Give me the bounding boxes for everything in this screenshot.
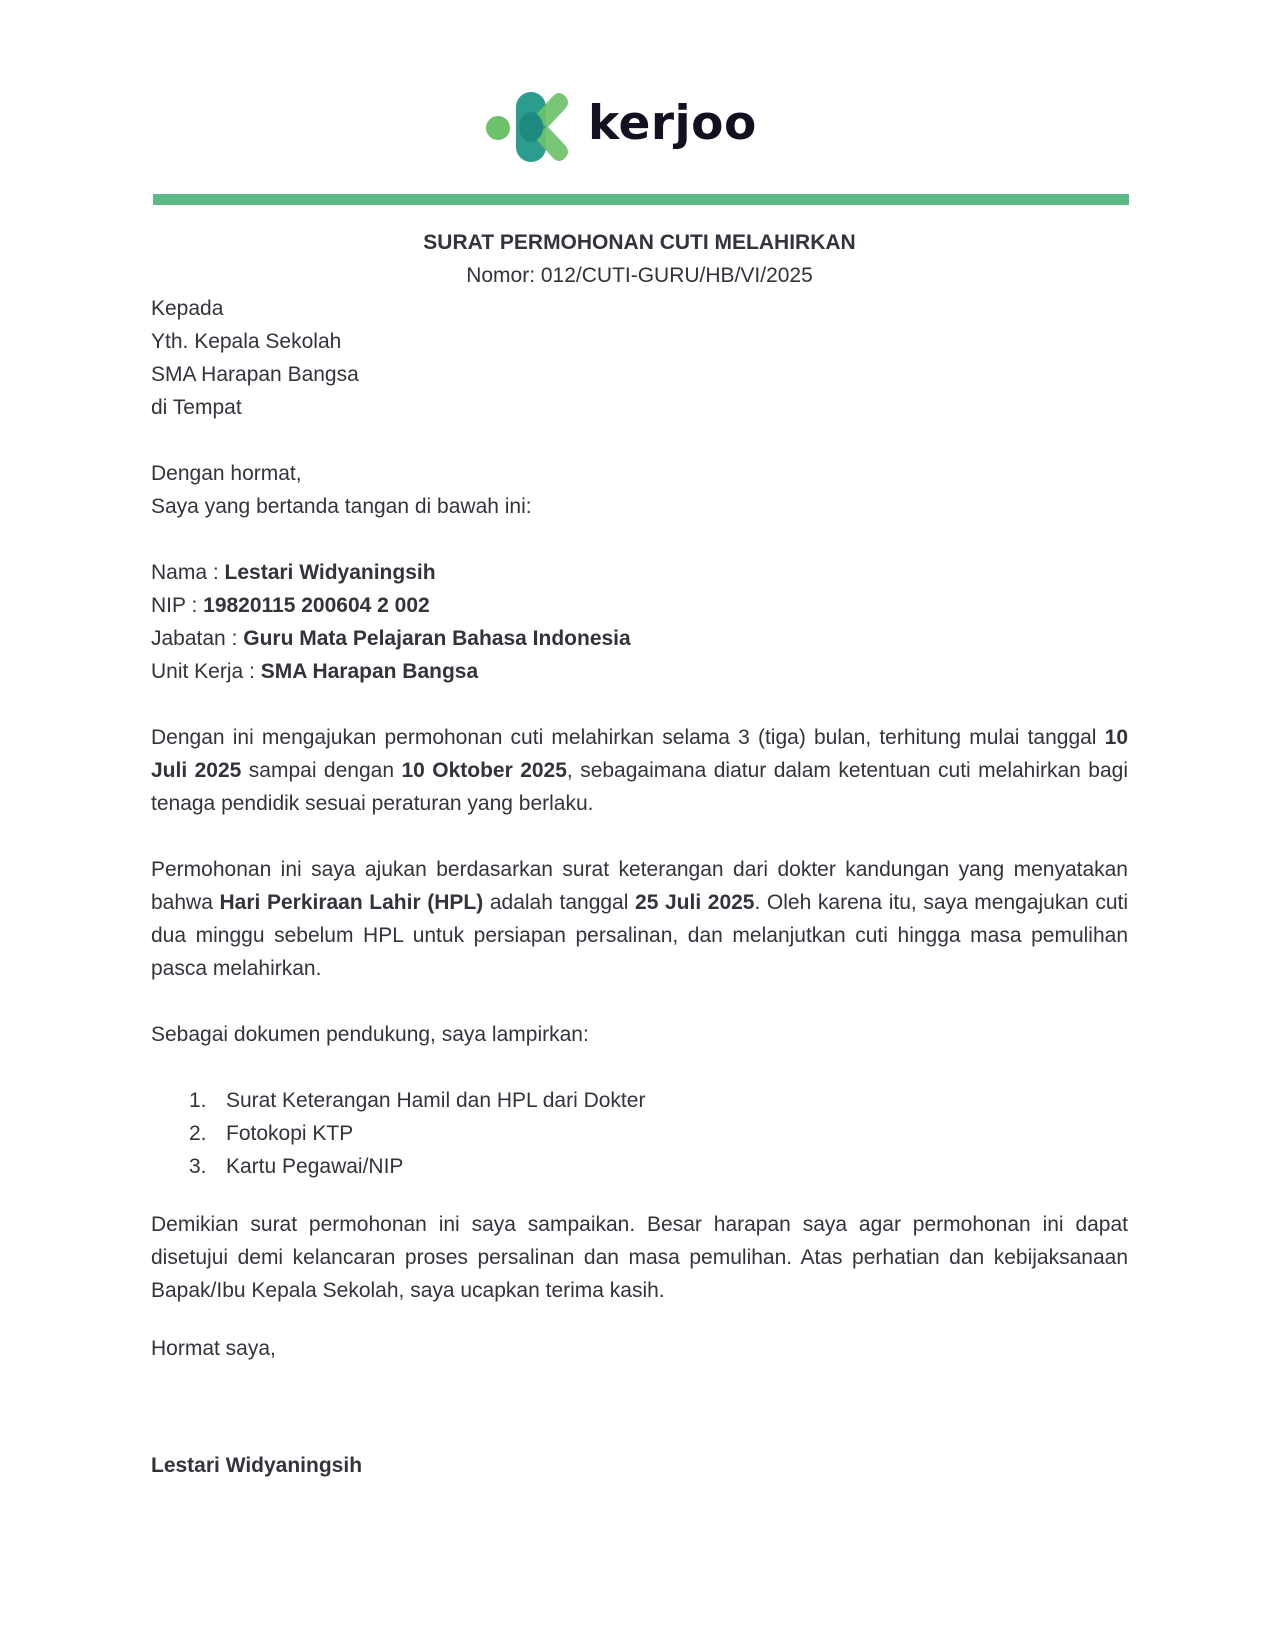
identity-unit-value: SMA Harapan Bangsa bbox=[260, 660, 479, 683]
greeting: Dengan hormat, bbox=[151, 462, 302, 485]
identity-name bbox=[151, 556, 1128, 589]
paragraph-text: Permohonan ini saya ajukan berdasarkan surat keterangan dari dokter kandungan yang menyatakan bahwa bbox=[151, 858, 1128, 914]
kerjoo-logo-wordmark: kerjoo bbox=[588, 96, 757, 151]
list-item bbox=[151, 1150, 1128, 1183]
identity-position-label: Jabatan : bbox=[151, 627, 244, 650]
identity-position bbox=[151, 622, 1128, 655]
paragraph-text: Dengan ini mengajukan permohonan cuti melahirkan selama 3 (tiga) bulan, terhitung mulai tanggal bbox=[151, 726, 1105, 749]
identity-nip-value: 19820115 200604 2 002 bbox=[203, 594, 430, 617]
signature-space bbox=[151, 1365, 1128, 1449]
leave-end-date: 10 Oktober 2025 bbox=[401, 759, 567, 782]
identity-unit bbox=[151, 655, 1128, 688]
identity-unit-label: Unit Kerja : bbox=[151, 660, 261, 683]
sign-off: Hormat saya, bbox=[151, 1337, 276, 1360]
hpl-paragraph bbox=[151, 853, 1128, 985]
list-item bbox=[151, 1117, 1128, 1150]
attachments-intro: Sebagai dokumen pendukung, saya lampirkan: bbox=[151, 1023, 589, 1046]
recipient-block bbox=[151, 292, 1128, 424]
letter-number: Nomor: 012/CUTI-GURU/HB/VI/2025 bbox=[466, 264, 813, 287]
kerjoo-logo-icon bbox=[485, 92, 575, 162]
list-item bbox=[151, 1084, 1128, 1117]
recipient-line: Kepada bbox=[151, 297, 224, 320]
attachments-list bbox=[151, 1084, 1128, 1183]
recipient-line: Yth. Kepala Sekolah bbox=[151, 330, 342, 353]
closing-paragraph: Demikian surat permohonan ini saya sampaikan. Besar harapan saya agar permohonan ini dapat disetujui demi kelancaran proses persalinan dan masa pemulihan. Atas perhatian dan kebijaksanaan Bapak/Ibu Kepala Sekolah, saya ucapkan terima kasih. bbox=[151, 1213, 1128, 1302]
list-item-number: 1. bbox=[189, 1089, 207, 1112]
list-item-number: 3. bbox=[189, 1155, 207, 1178]
letter-body bbox=[151, 226, 1128, 1482]
signatory-name bbox=[151, 1449, 1128, 1482]
list-item-text: Surat Keterangan Hamil dan HPL dari Dokter bbox=[226, 1089, 646, 1112]
letter-title: SURAT PERMOHONAN CUTI MELAHIRKAN bbox=[423, 231, 856, 254]
identity-position-value: Guru Mata Pelajaran Bahasa Indonesia bbox=[243, 627, 631, 650]
list-item-text: Fotokopi KTP bbox=[226, 1122, 354, 1145]
identity-nip-label: NIP : bbox=[151, 594, 204, 617]
identity-name-label: Nama : bbox=[151, 561, 225, 584]
list-item-text: Kartu Pegawai/NIP bbox=[226, 1155, 404, 1178]
identity-nip bbox=[151, 589, 1128, 622]
paragraph-text: . Oleh karena itu, saya mengajukan cuti dua minggu sebelum HPL untuk persiapan persalinan, dan melanjutkan cuti hingga masa pemulihan pasca melahirkan. bbox=[151, 891, 1128, 980]
recipient-line: di Tempat bbox=[151, 396, 242, 419]
recipient-line: SMA Harapan Bangsa bbox=[151, 363, 359, 386]
leave-start-date: 10 Juli 2025 bbox=[151, 726, 1128, 782]
identity-block bbox=[151, 556, 1128, 688]
signatory-name-text: Lestari Widyaningsih bbox=[151, 1454, 363, 1477]
header-divider bbox=[153, 194, 1129, 205]
list-item-number: 2. bbox=[189, 1122, 207, 1145]
identity-name-value: Lestari Widyaningsih bbox=[224, 561, 436, 584]
paragraph-text: adalah tanggal bbox=[483, 891, 636, 914]
intro-text: Saya yang bertanda tangan di bawah ini: bbox=[151, 495, 532, 518]
hpl-term: Hari Perkiraan Lahir (HPL) bbox=[219, 891, 484, 914]
paragraph-text: , sebagaimana diatur dalam ketentuan cuti melahirkan bagi tenaga pendidik sesuai peraturan yang berlaku. bbox=[151, 759, 1128, 815]
hpl-date: 25 Juli 2025 bbox=[635, 891, 755, 914]
leave-request-paragraph bbox=[151, 721, 1128, 820]
paragraph-text: sampai dengan bbox=[241, 759, 402, 782]
kerjoo-logo bbox=[485, 92, 765, 162]
